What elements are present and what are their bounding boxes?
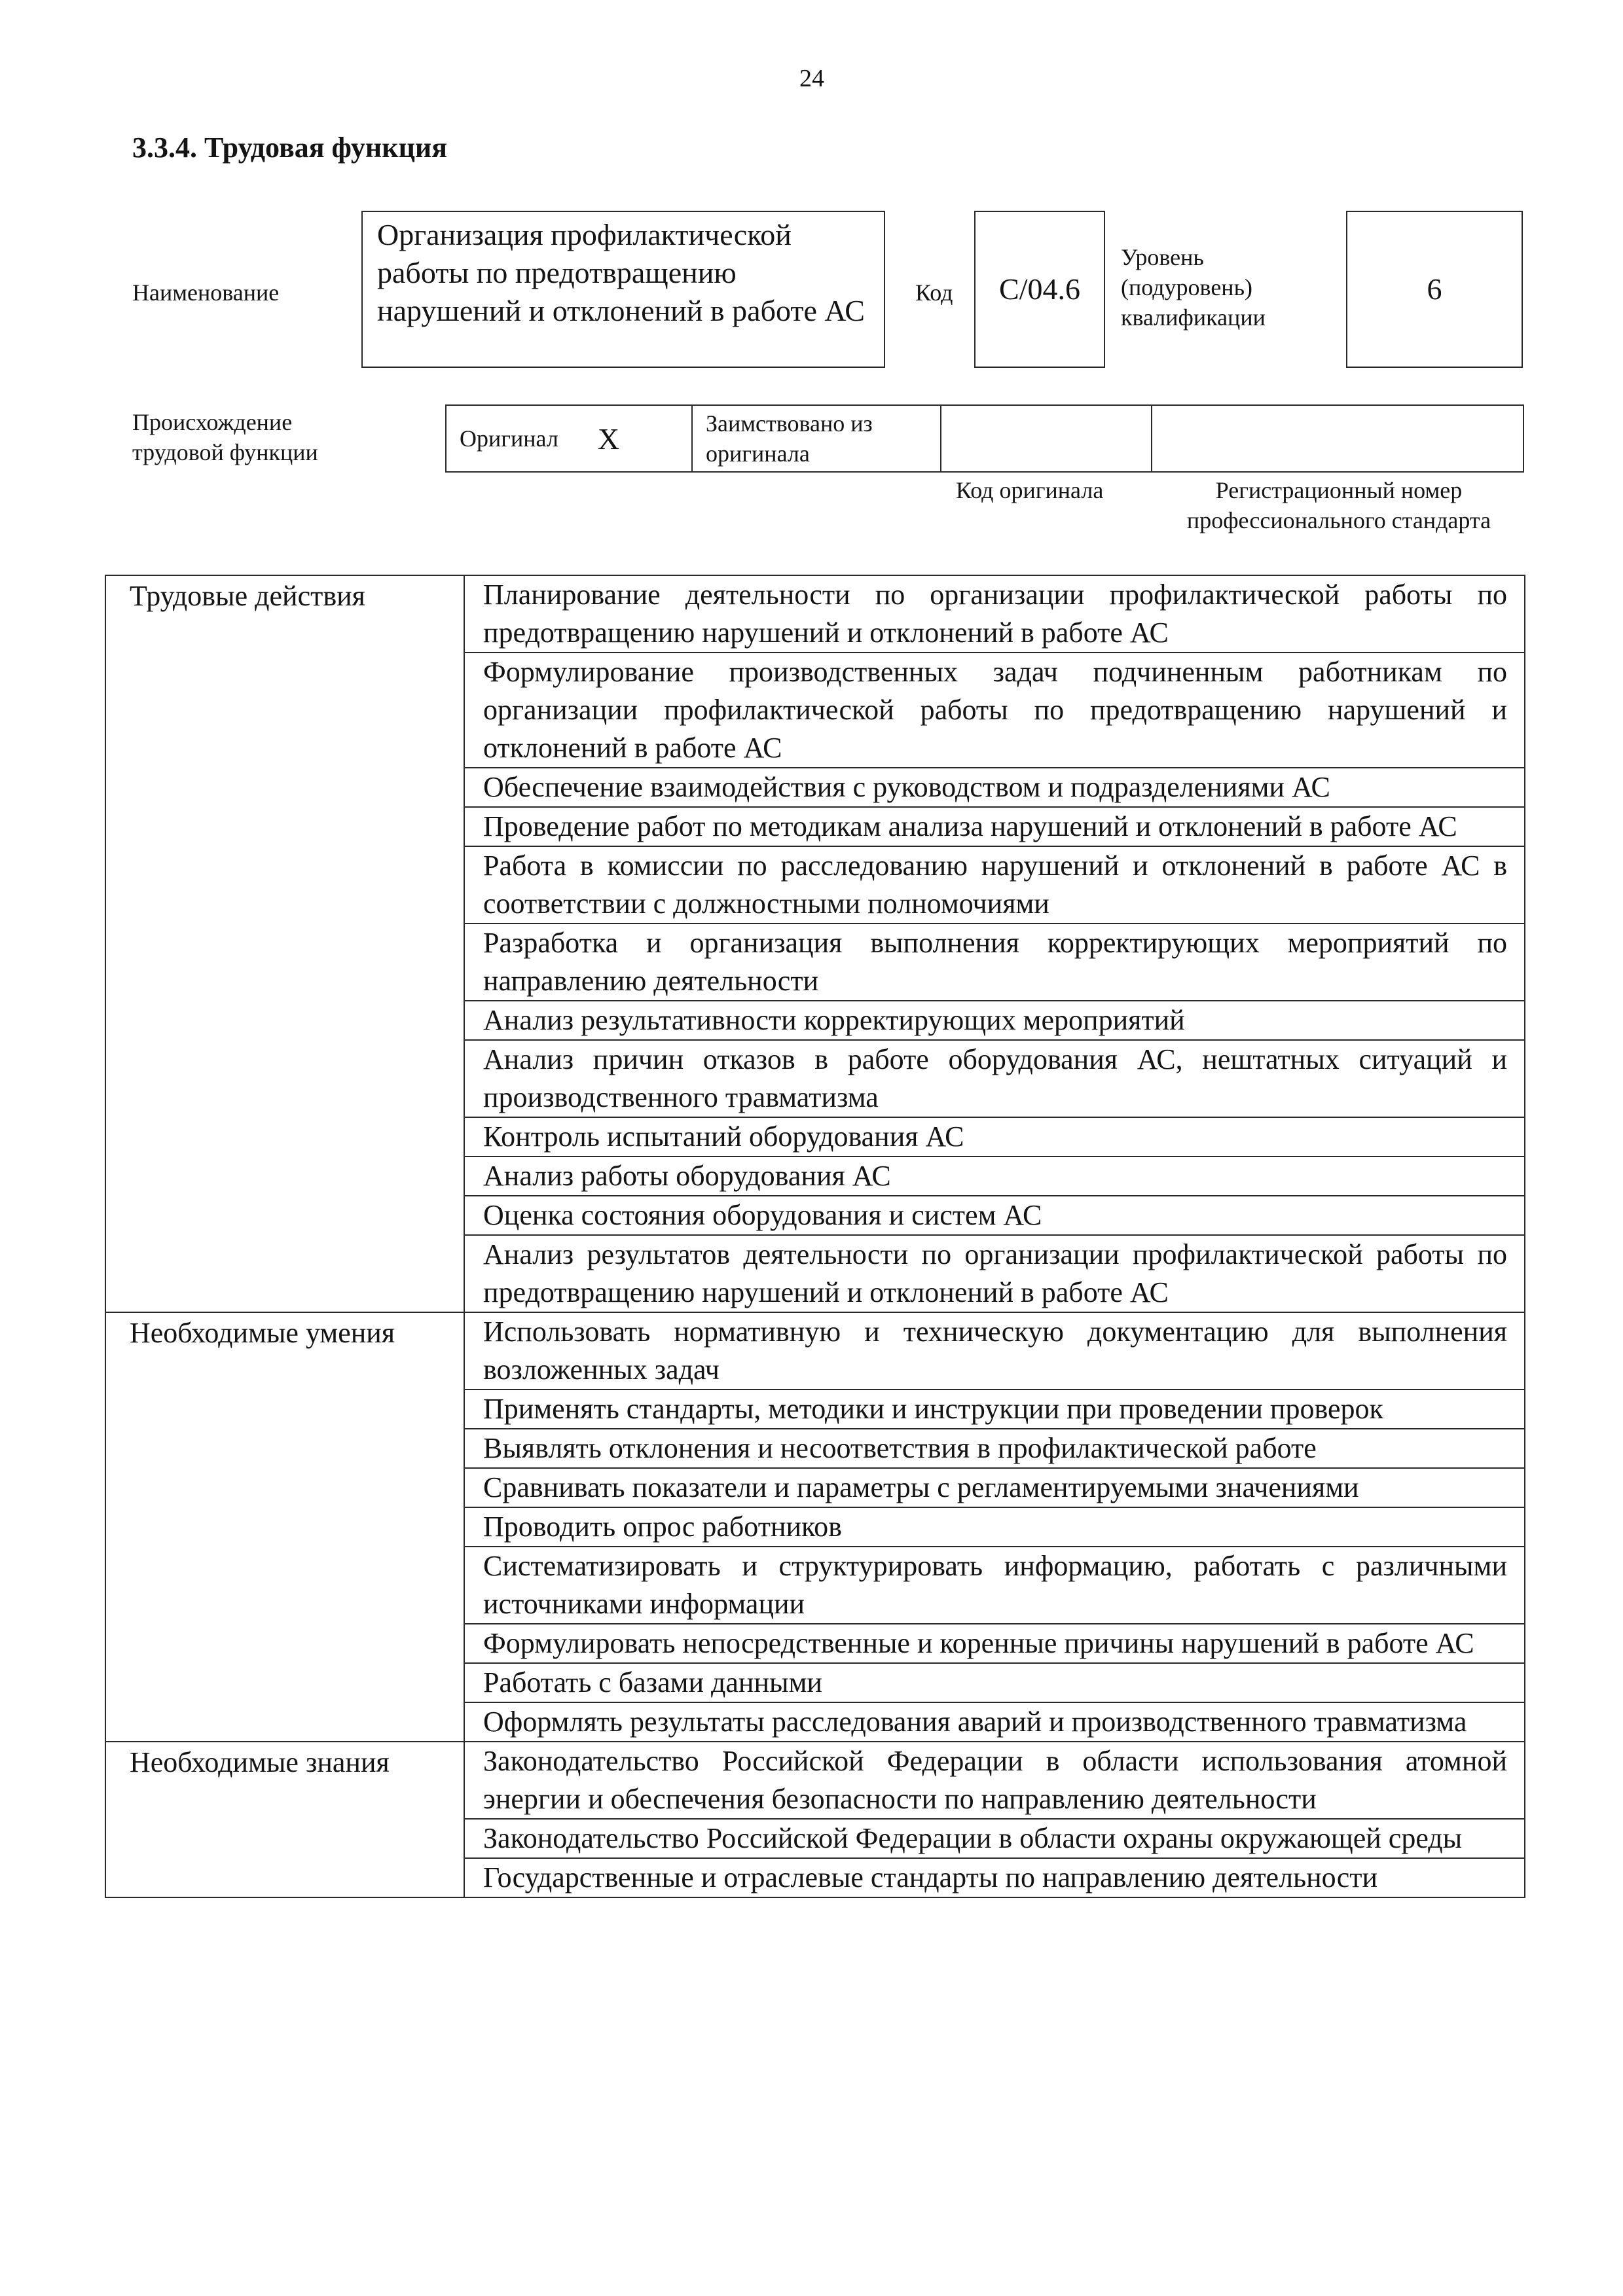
section-row — [105, 1312, 1525, 1742]
section-title-cell: Трудовые действия — [105, 575, 464, 1312]
table-row-item: Формулирование производственных задач подчиненным работникам по организации профилактической работы по предотвращению нарушений и отклонений в работе АС — [465, 653, 1524, 768]
origin-code-cell — [941, 406, 1152, 471]
origin-label: Происхождение трудовой функции — [132, 409, 318, 465]
function-details-table — [105, 575, 1525, 1898]
table-row-item: Выявлять отклонения и несоответствия в профилактической работе — [465, 1429, 1524, 1469]
section-items-cell — [464, 1312, 1525, 1742]
qualification-level-value: 6 — [1346, 211, 1523, 368]
function-code-value: С/04.6 — [974, 211, 1105, 368]
section-title: 3.3.4. Трудовая функция — [132, 132, 448, 164]
table-row-item: Разработка и организация выполнения корректирующих мероприятий по направлению деятельности — [465, 924, 1524, 1001]
origin-original-cell — [447, 406, 693, 471]
table-row-item: Законодательство Российской Федерации в области использования атомной энергии и обеспечения безопасности по направлению деятельности — [465, 1742, 1524, 1820]
name-label: Наименование — [132, 279, 280, 306]
table-row-item: Применять стандарты, методики и инструкции при проведении проверок — [465, 1390, 1524, 1429]
table-row-item: Анализ работы оборудования АС — [465, 1157, 1524, 1196]
origin-reg-number-cell — [1152, 406, 1523, 471]
table-row-item: Планирование деятельности по организации профилактической работы по предотвращению нарушений и отклонений в работе АС — [465, 576, 1524, 653]
function-name-value: Организация профилактической работы по предотвращению нарушений и отклонений в работе АС — [361, 211, 885, 368]
table-row-item: Анализ результатов деятельности по организации профилактической работы по предотвращению нарушений и отклонений в работе АС — [483, 1238, 1507, 1308]
table-row-item: Проводить опрос работников — [465, 1508, 1524, 1547]
table-row-item: Государственные и отраслевые стандарты по направлению деятельности — [483, 1861, 1378, 1893]
section-items-cell — [464, 575, 1525, 1312]
page-number: 24 — [799, 65, 824, 92]
registration-number-caption: Регистрационный номер профессионального стандарта — [1186, 477, 1491, 533]
table-row-item: Контроль испытаний оборудования АС — [465, 1118, 1524, 1157]
table-row-item: Анализ результативности корректирующих мероприятий — [465, 1001, 1524, 1041]
table-row-item: Проведение работ по методикам анализа нарушений и отклонений в работе АС — [465, 808, 1524, 847]
table-row-item: Оценка состояния оборудования и систем АС — [465, 1196, 1524, 1236]
table-row-item: Работать с базами данными — [465, 1664, 1524, 1703]
origin-code-caption: Код оригинала — [956, 477, 1104, 503]
origin-table — [445, 404, 1524, 473]
table-row-item: Законодательство Российской Федерации в области охраны окружающей среды — [465, 1820, 1524, 1859]
table-row-item: Формулировать непосредственные и коренные причины нарушений в работе АС — [465, 1624, 1524, 1664]
table-row-item: Работа в комиссии по расследованию нарушений и отклонений в работе АС в соответствии с должностными полномочиями — [465, 847, 1524, 924]
section-title-cell: Необходимые знания — [105, 1742, 464, 1897]
table-row-item: Обеспечение взаимодействия с руководством и подразделениями АС — [465, 768, 1524, 808]
table-row-item: Использовать нормативную и техническую документацию для выполнения возложенных задач — [465, 1313, 1524, 1390]
table-row-item: Сравнивать показатели и параметры с регламентируемыми значениями — [465, 1469, 1524, 1508]
table-row-item: Систематизировать и структурировать информацию, работать с различными источниками информации — [465, 1547, 1524, 1624]
origin-original-label: Оригинал — [460, 425, 558, 452]
qualification-level-label: Уровень (подуровень) квалификации — [1121, 244, 1266, 331]
table-row-item: Оформлять результаты расследования аварий и производственного травматизма — [483, 1706, 1467, 1738]
section-title-cell: Необходимые умения — [105, 1312, 464, 1742]
table-row-item: Анализ причин отказов в работе оборудования АС, нештатных ситуаций и производственного травматизма — [465, 1041, 1524, 1118]
section-row — [105, 1742, 1525, 1897]
section-items-cell — [464, 1742, 1525, 1897]
section-row — [105, 575, 1525, 1312]
origin-original-mark: X — [597, 422, 620, 456]
code-label: Код — [915, 279, 953, 306]
origin-borrowed-label: Заимствовано из оригинала — [693, 406, 941, 471]
